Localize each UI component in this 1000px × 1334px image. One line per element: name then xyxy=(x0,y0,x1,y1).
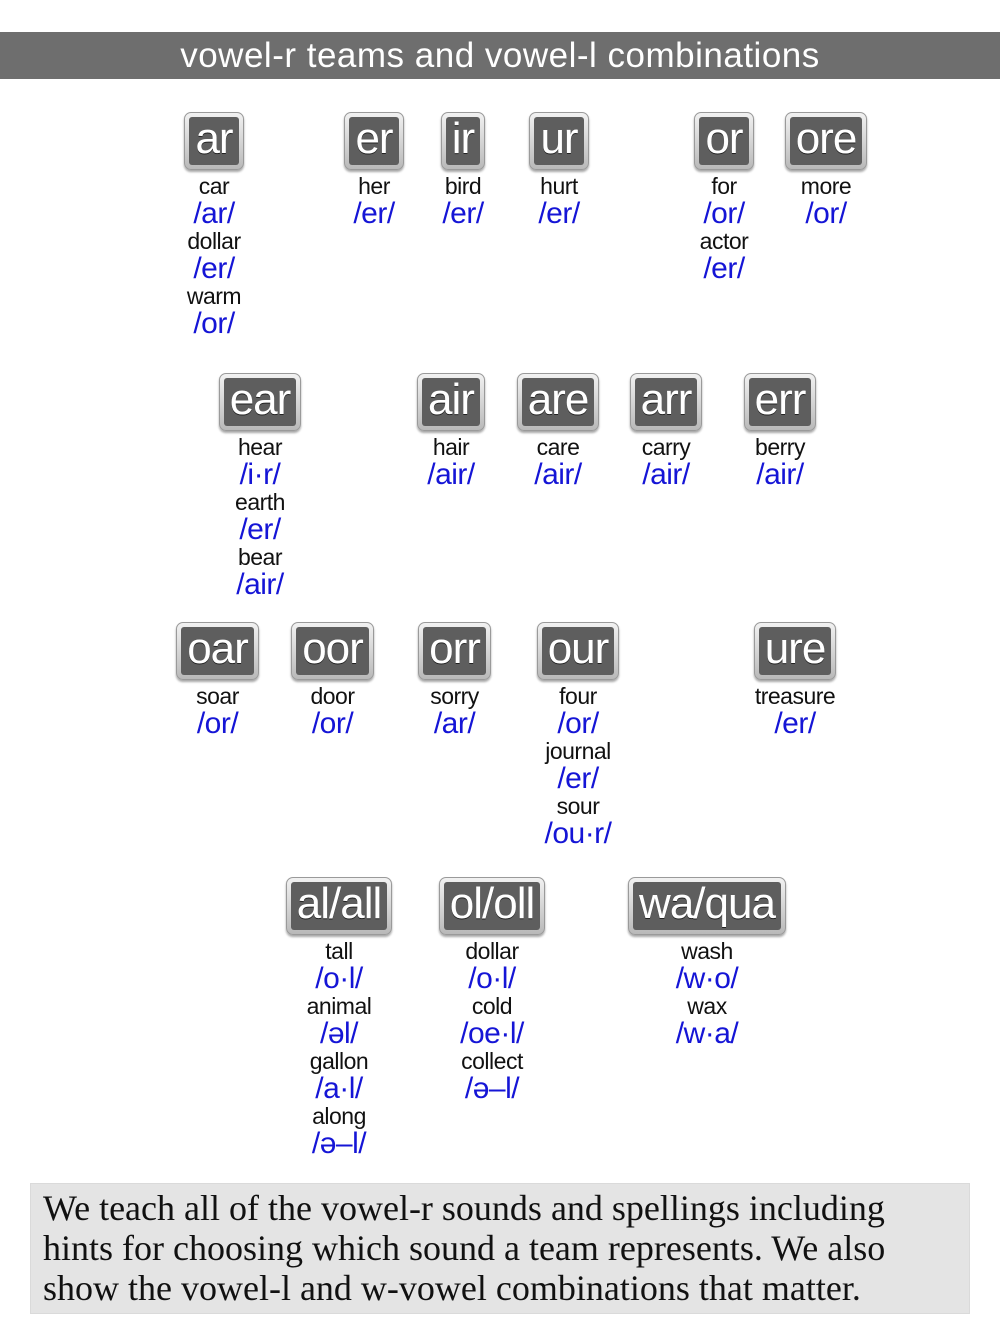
team-oar xyxy=(160,622,275,738)
spelling-tile xyxy=(176,622,259,680)
example-word: four xyxy=(559,683,597,709)
example-word: bear xyxy=(237,544,283,570)
spelling-label: ore xyxy=(790,117,863,165)
sound-notation: /air/ xyxy=(427,458,475,491)
sound-notation: /a·l/ xyxy=(315,1072,363,1105)
example-word: wash xyxy=(681,938,733,964)
example-list xyxy=(274,938,404,1160)
spelling-label: ar xyxy=(189,117,238,165)
example-word: dollar xyxy=(465,938,519,964)
sound-notation: /er/ xyxy=(239,513,281,546)
sound-notation: /ar/ xyxy=(433,707,476,740)
example-word: door xyxy=(310,683,355,709)
example-list xyxy=(503,434,613,491)
sound-notation: /i·r/ xyxy=(239,458,281,491)
spelling-tile xyxy=(537,622,620,680)
team-or xyxy=(674,112,774,283)
description-note xyxy=(30,1183,970,1314)
team-oor xyxy=(275,622,390,738)
example-list xyxy=(735,683,855,740)
team-our xyxy=(513,622,643,848)
example-list xyxy=(160,683,275,740)
description-text: We teach all of the vowel-r sounds and spellings including hints for choosing which sound a team represents. We also show the vowel-l and w-vowel combinations that matter. xyxy=(43,1188,886,1308)
spelling-label: er xyxy=(349,117,398,165)
team-ir xyxy=(413,112,513,228)
sound-notation: /er/ xyxy=(557,762,599,795)
example-word: warm xyxy=(186,283,242,309)
spelling-label: err xyxy=(749,378,812,426)
example-word: animal xyxy=(306,993,372,1019)
sound-notation: /oe·l/ xyxy=(460,1017,524,1050)
spelling-tile xyxy=(219,373,302,431)
example-list xyxy=(611,434,721,491)
spelling-tile xyxy=(418,622,491,680)
example-word: dollar xyxy=(187,228,241,254)
spelling-tile xyxy=(529,112,588,170)
spelling-tile xyxy=(694,112,753,170)
spelling-tile xyxy=(184,112,243,170)
example-word: car xyxy=(198,173,230,199)
example-list xyxy=(413,173,513,230)
sound-notation: /er/ xyxy=(774,707,816,740)
spelling-label: ir xyxy=(446,117,480,165)
example-list xyxy=(771,173,881,230)
team-orr xyxy=(397,622,512,738)
spelling-tile xyxy=(441,112,485,170)
sound-notation: /or/ xyxy=(805,197,847,230)
team-err xyxy=(725,373,835,489)
sound-notation: /er/ xyxy=(538,197,580,230)
sound-notation: /ar/ xyxy=(193,197,235,230)
page-title: vowel-r teams and vowel-l combinations xyxy=(180,36,820,75)
spelling-tile xyxy=(439,877,546,935)
team-ur xyxy=(509,112,609,228)
example-word: for xyxy=(711,173,737,199)
sound-notation: /air/ xyxy=(236,568,284,601)
spelling-tile xyxy=(291,622,374,680)
spelling-label: ure xyxy=(759,627,832,675)
page-title-banner xyxy=(0,32,1000,79)
spelling-label: al/all xyxy=(291,882,388,930)
team-arr xyxy=(611,373,721,489)
sound-notation: /o·l/ xyxy=(468,962,516,995)
example-word: soar xyxy=(196,683,239,709)
spelling-tile xyxy=(744,373,817,431)
example-list xyxy=(513,683,643,850)
example-word: treasure xyxy=(754,683,836,709)
sound-notation: /or/ xyxy=(557,707,599,740)
spelling-label: are xyxy=(522,378,595,426)
spelling-label: orr xyxy=(423,627,486,675)
example-word: cold xyxy=(471,993,513,1019)
example-list xyxy=(674,173,774,285)
example-word: hair xyxy=(432,434,470,460)
sound-notation: /əl/ xyxy=(319,1017,359,1050)
spelling-label: ear xyxy=(224,378,297,426)
example-list xyxy=(426,938,558,1105)
sound-notation: /air/ xyxy=(756,458,804,491)
spelling-label: ur xyxy=(534,117,583,165)
example-word: sorry xyxy=(430,683,479,709)
spelling-label: our xyxy=(542,627,615,675)
example-list xyxy=(725,434,835,491)
sound-notation: /or/ xyxy=(311,707,354,740)
example-list xyxy=(324,173,424,230)
spelling-label: oor xyxy=(296,627,369,675)
example-word: along xyxy=(312,1103,366,1129)
sound-notation: /ə–l/ xyxy=(311,1127,367,1160)
spelling-tile xyxy=(754,622,837,680)
spelling-tile xyxy=(517,373,600,431)
sound-notation: /o·l/ xyxy=(315,962,363,995)
team-ar xyxy=(164,112,264,338)
spelling-tile xyxy=(630,373,703,431)
sound-notation: /ou·r/ xyxy=(544,817,612,850)
spelling-label: air xyxy=(422,378,480,426)
example-word: collect xyxy=(461,1048,523,1074)
spelling-tile xyxy=(286,877,393,935)
spelling-label: oar xyxy=(181,627,254,675)
spelling-label: or xyxy=(699,117,748,165)
team-ear xyxy=(205,373,315,599)
example-list xyxy=(397,683,512,740)
spelling-tile xyxy=(785,112,868,170)
example-list xyxy=(396,434,506,491)
spelling-tile xyxy=(628,877,786,935)
sound-notation: /or/ xyxy=(196,707,239,740)
sound-notation: /er/ xyxy=(193,252,235,285)
example-word: sour xyxy=(556,793,600,819)
team-ure xyxy=(735,622,855,738)
example-list xyxy=(509,173,609,230)
example-list xyxy=(612,938,802,1050)
team-wa-qua xyxy=(612,877,802,1048)
example-word: more xyxy=(800,173,852,199)
example-word: actor xyxy=(699,228,749,254)
sound-notation: /er/ xyxy=(353,197,395,230)
example-word: hear xyxy=(237,434,283,460)
example-list xyxy=(275,683,390,740)
team-air xyxy=(396,373,506,489)
spelling-label: ol/oll xyxy=(444,882,541,930)
example-list xyxy=(205,434,315,601)
sound-notation: /er/ xyxy=(703,252,745,285)
sound-notation: /er/ xyxy=(442,197,484,230)
sound-notation: /or/ xyxy=(703,197,745,230)
spelling-tile xyxy=(417,373,485,431)
example-word: tall xyxy=(325,938,353,964)
example-word: berry xyxy=(755,434,805,460)
team-er xyxy=(324,112,424,228)
example-word: wax xyxy=(687,993,727,1019)
sound-notation: /air/ xyxy=(534,458,582,491)
team-ore xyxy=(771,112,881,228)
example-word: hurt xyxy=(540,173,578,199)
example-list xyxy=(164,173,264,340)
example-word: carry xyxy=(641,434,691,460)
example-word: gallon xyxy=(309,1048,369,1074)
sound-notation: /or/ xyxy=(193,307,235,340)
team-ol-oll xyxy=(426,877,558,1103)
sound-notation: /w·o/ xyxy=(675,962,739,995)
sound-notation: /ə–l/ xyxy=(464,1072,520,1105)
spelling-label: arr xyxy=(635,378,698,426)
example-word: journal xyxy=(545,738,611,764)
example-word: earth xyxy=(235,489,285,515)
example-word: care xyxy=(536,434,580,460)
spelling-label: wa/qua xyxy=(633,882,781,930)
sound-notation: /air/ xyxy=(642,458,690,491)
team-are xyxy=(503,373,613,489)
team-al-all xyxy=(274,877,404,1158)
spelling-tile xyxy=(344,112,403,170)
sound-notation: /w·a/ xyxy=(675,1017,739,1050)
example-word: her xyxy=(358,173,390,199)
example-word: bird xyxy=(444,173,482,199)
